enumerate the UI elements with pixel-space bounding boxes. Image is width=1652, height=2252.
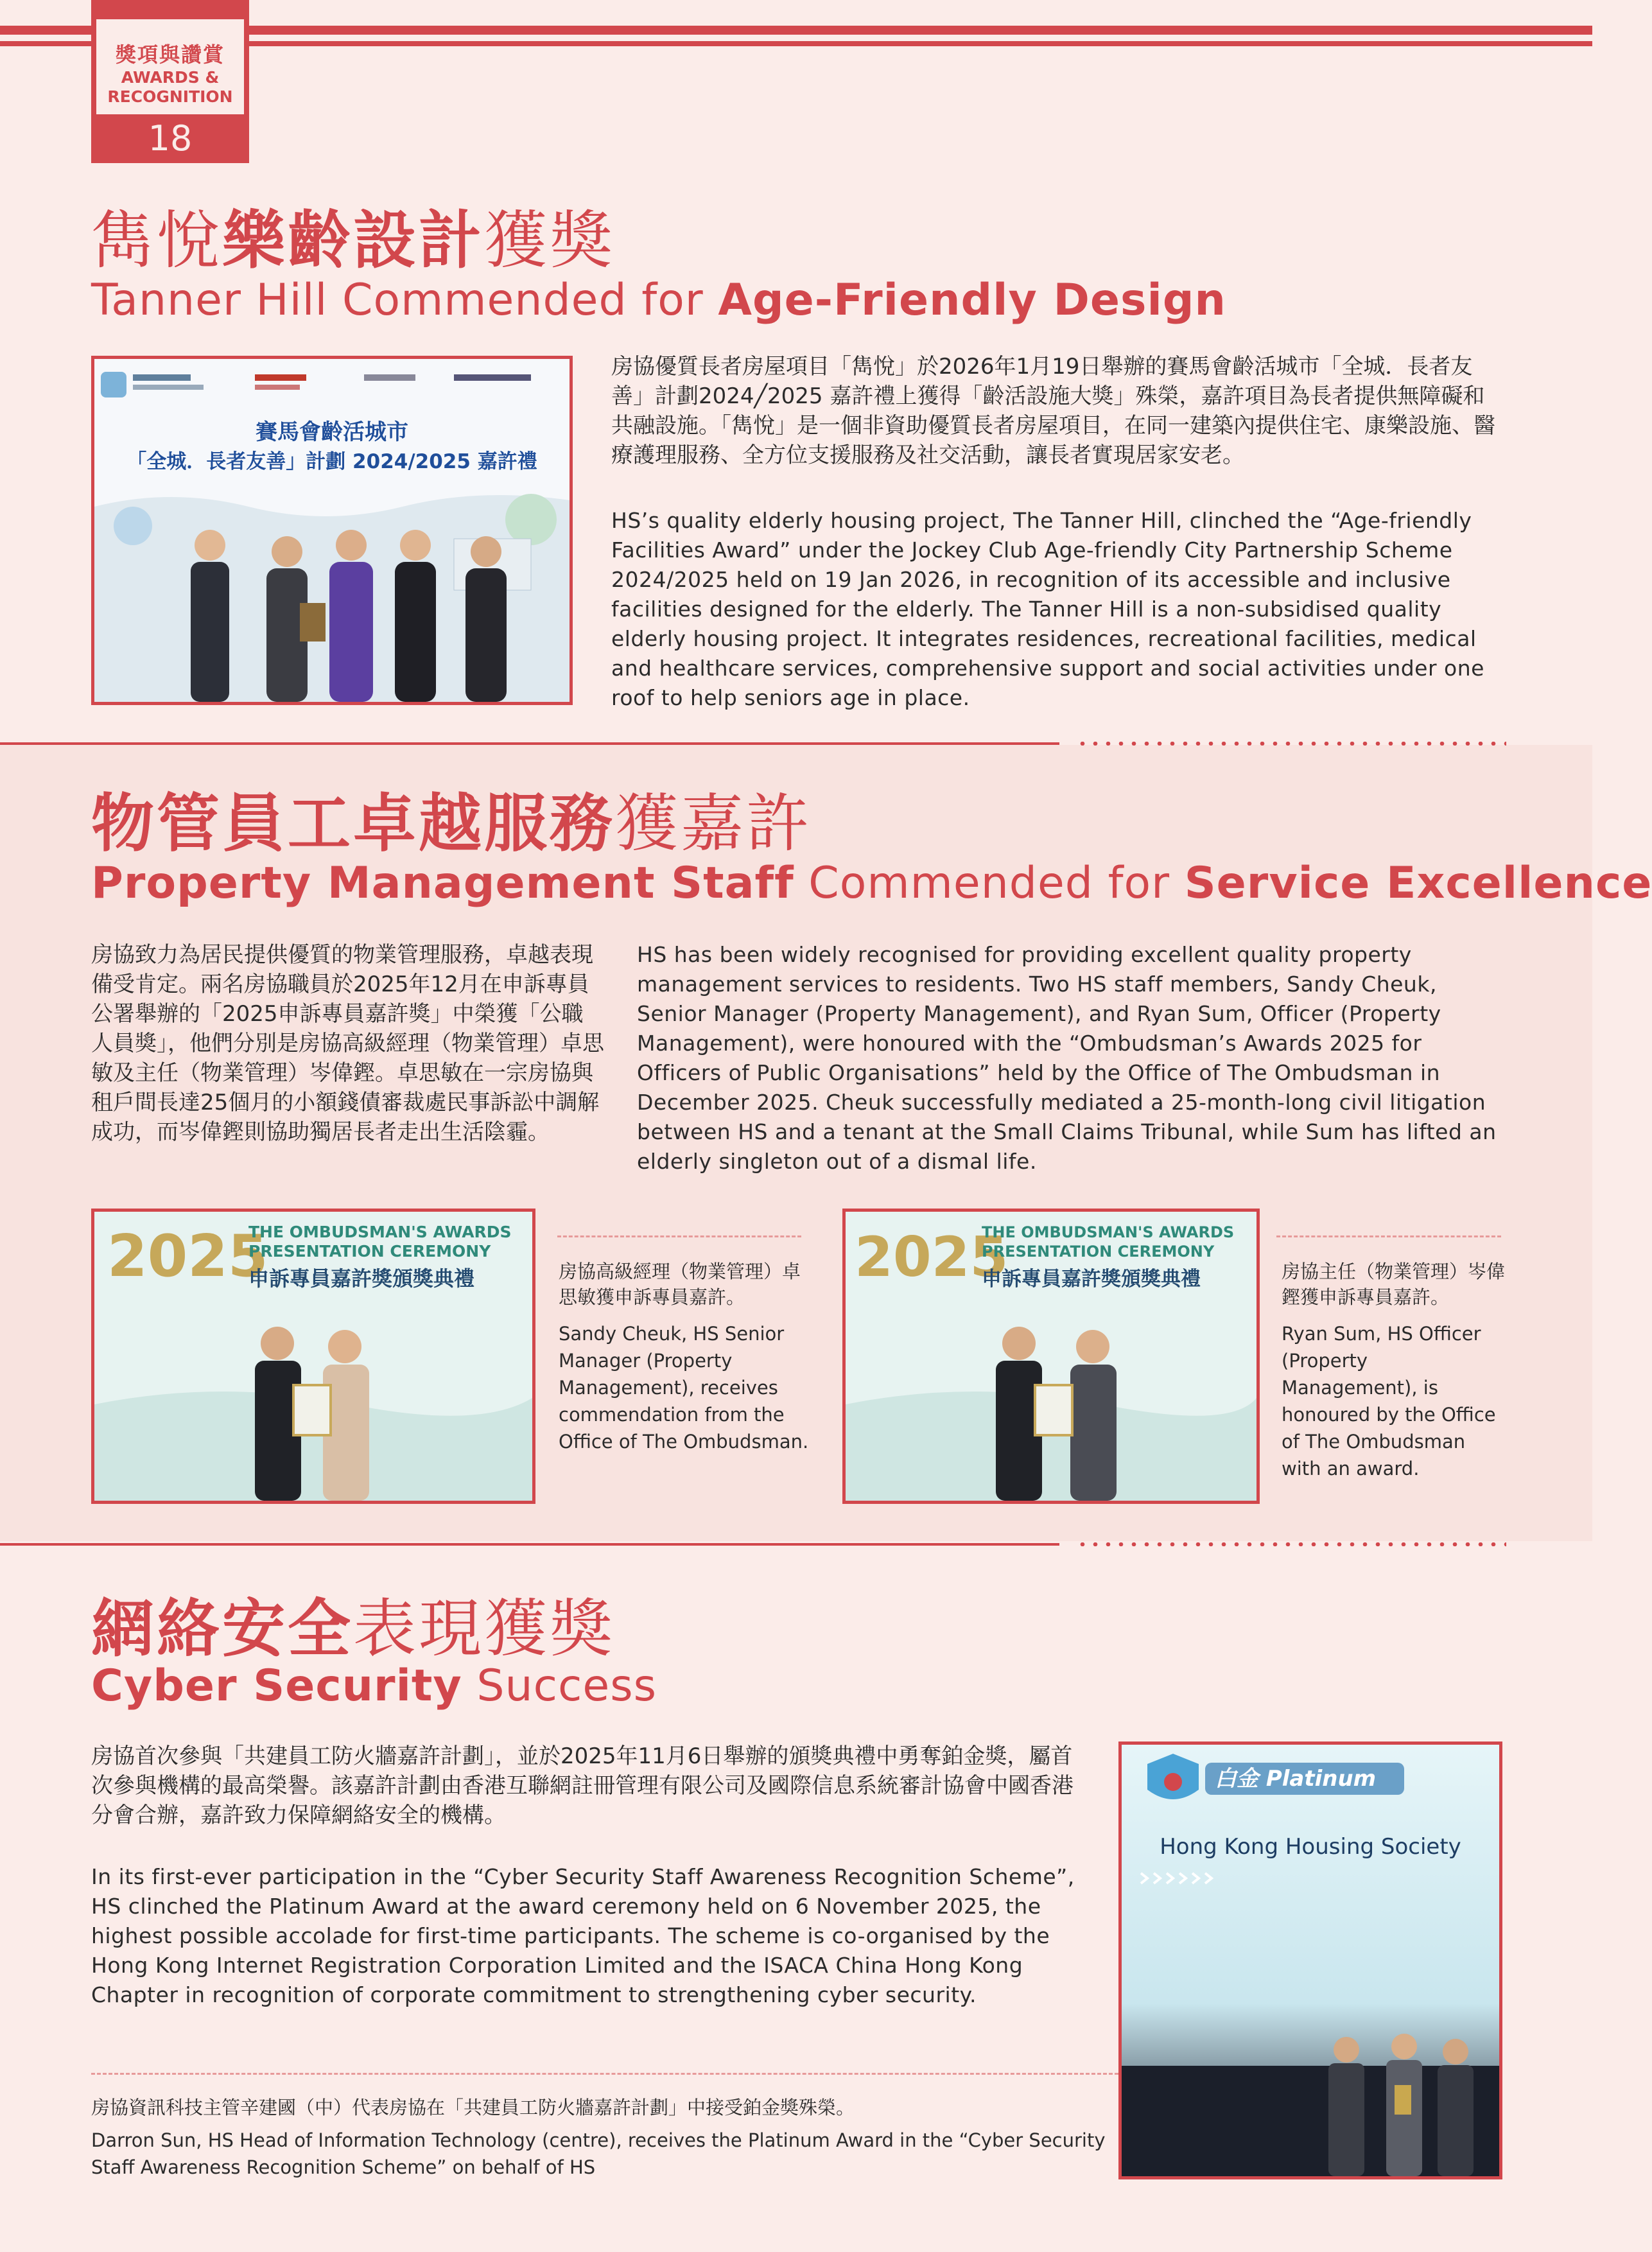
section1-en-body: HS’s quality elderly housing project, The Tanner Hill, clinched the “Age-friendly Facilities Award” under the Jockey Club Age-friendly City Partnership Scheme 2024/2025 held on 19 Jan 2026, in recognition of its accessible and inclusive facilities designed for the elderly. The Tanner Hill is a non-subsidised quality elderly housing project. It integrates residences, recreational facilities, medical and healthcare services, comprehensive support and social activities under one roof to help seniors age in place. — [611, 508, 1484, 710]
section1-zh-title-post: 獲獎 — [484, 204, 616, 277]
section3-en-title-bold: Cyber Security — [91, 1661, 462, 1711]
photo3-banner-en2: PRESENTATION CEREMONY — [982, 1243, 1215, 1261]
section-tag-en-2: RECOGNITION — [107, 87, 233, 106]
photo2-banner-en1: THE OMBUDSMAN'S AWARDS — [248, 1223, 512, 1241]
photo2-banner-zh: 申訴專員嘉許獎頒獎典禮 — [248, 1266, 475, 1291]
section3-divider-dots — [1076, 1542, 1506, 1546]
photo1-banner-line1: 賽馬會齡活城市 — [256, 419, 408, 445]
section2-en-title-bold1: Property Management Staff — [91, 858, 794, 909]
photo3-banner-zh: 申訴專員嘉許獎頒獎典禮 — [982, 1268, 1201, 1291]
photo-platinum-award — [1118, 1741, 1502, 2179]
photo-ryan-sum — [842, 1209, 1260, 1504]
caption-left-zh: 房協高級經理（物業管理）卓思敏獲申訴專員嘉許。 — [559, 1261, 801, 1308]
caption-right-dash — [1276, 1235, 1501, 1237]
photo3-year: 2025 — [855, 1225, 1009, 1289]
section2-zh-title — [91, 773, 812, 864]
section3-zh-title-bold: 網絡安全 — [91, 1593, 354, 1666]
section1-zh-title-bold: 樂齡設計 — [222, 204, 485, 277]
section1-en-title — [91, 275, 1226, 326]
section3-caption-en: Darron Sun, HS Head of Information Technology (centre), receives the Platinum Award in the “Cyber Security Staff Awareness Recognition Scheme” on behalf of HS — [91, 2129, 1106, 2178]
section-tag-zh: 獎項與讚賞 — [115, 42, 225, 67]
section3-caption-zh: 房協資訊科技主管辛建國（中）代表房協在「共建員工防火牆嘉許計劃」中接受鉑金獎殊榮。 — [91, 2097, 855, 2118]
section3-en-title — [91, 1661, 657, 1711]
section3-zh-title-post: 表現獲獎 — [353, 1593, 616, 1666]
photo-tanner-hill-award — [91, 356, 573, 705]
section2-divider-dots — [1076, 742, 1506, 746]
section1-zh-title-pre: 雋悅 — [91, 204, 223, 277]
section2-en-title-bold2: Service Excellence — [1184, 858, 1652, 909]
section3-divider-line — [0, 1543, 1059, 1546]
section-tag-en-1: AWARDS & — [121, 68, 220, 87]
section1-en-title-bold: Age-Friendly Design — [718, 275, 1226, 326]
photo4-org-label: Hong Kong Housing Society — [1160, 1834, 1461, 1860]
photo2-banner-en2: PRESENTATION CEREMONY — [248, 1242, 491, 1261]
section1-zh-title — [91, 190, 615, 281]
section3-zh-body: 房協首次參與「共建員工防火牆嘉許計劃」，並於2025年11月6日舉辦的頒獎典禮中勇奪鉑金獎，屬首次參與機構的最高榮譽。該嘉許計劃由香港互聯網註冊管理有限公司及國際信息系統審計協會中國香港分會合辦，嘉許致力保障網絡安全的機構。 — [91, 1743, 1074, 1828]
section3-caption-dash — [91, 2073, 1118, 2075]
caption-left-en: Sandy Cheuk, HS Senior Manager (Property Management), receives commendation from the Office of The Ombudsman. — [559, 1323, 809, 1453]
caption-right-en: Ryan Sum, HS Officer (Property Management), is honoured by the Office of The Ombudsman with an award. — [1282, 1323, 1496, 1480]
caption-left-dash — [557, 1235, 801, 1237]
section3-zh-title — [91, 1578, 615, 1669]
photo4-award-label: 白金 Platinum — [1215, 1766, 1377, 1792]
section3-en-title-post: Success — [462, 1661, 657, 1711]
photo2-year: 2025 — [107, 1223, 268, 1290]
section3-en-body: In its first-ever participation in the “Cyber Security Staff Awareness Recognition Scheme”, HS clinched the Platinum Award at the award ceremony held on 6 November 2025, the highest possible accolade for first-time participants. The scheme is co-organised by the Hong Kong Internet Registration Corporation Limited and the ISACA China Hong Kong Chapter in recognition of corporate commitment to strengthening cyber security. — [91, 1864, 1075, 2007]
section2-en-title — [91, 858, 1652, 909]
photo1-banner-line2: 「全城．長者友善」計劃 2024/2025 嘉許禮 — [126, 450, 537, 473]
section1-en-title-pre: Tanner Hill Commended for — [91, 275, 718, 326]
section2-zh-title-post: 獲嘉許 — [615, 787, 812, 860]
section2-en-title-mid: Commended for — [794, 858, 1185, 909]
section2-divider-line — [0, 742, 1059, 745]
caption-right-zh: 房協主任（物業管理）岑偉鏗獲申訴專員嘉許。 — [1282, 1261, 1506, 1308]
section2-en-body: HS has been widely recognised for providing excellent quality property management services to residents. Two HS staff members, Sandy Cheuk, Senior Manager (Property Management), and Ryan Sum, Officer (Property Management), were honoured with the “Ombudsman’s Awards 2025 for Officers of Public Organisations” held by the Office of The Ombudsman in December 2025. Cheuk successfully mediated a 25-month-long civil litigation between HS and a tenant at the Small Claims Tribunal, while Sum has lifted an elderly singleton out of a dismal life. — [637, 942, 1497, 1174]
section1-zh-body: 房協優質長者房屋項目「雋悅」於2026年1月19日舉辦的賽馬會齡活城市「全城．長者友善」計劃2024╱2025 嘉許禮上獲得「齡活設施大獎」殊榮，嘉許項目為長者提供無障礙和共融設施。「雋悅」是一個非資助優質長者房屋項目，在同一建築內提供住宅、康樂設施、醫療護理服務、全方位支援服務及社交活動，讓長者實現居家安老。 — [611, 354, 1495, 468]
section2-zh-title-bold: 物管員工卓越服務 — [91, 787, 616, 860]
section-tag-label — [96, 19, 244, 114]
section2-zh-body: 房協致力為居民提供優質的物業管理服務，卓越表現備受肯定。兩名房協職員於2025年12月在申訴專員公署舉辦的「2025申訴專員嘉許獎」中榮獲「公職人員獎」，他們分別是房協高級經理（物業管理）卓思敏及主任（物業管理）岑偉鏗。卓思敏在一宗房協與租戶間長達25個月的小額錢債審裁處民事訴訟中調解成功，而岑偉鏗則協助獨居長者走出生活陰霾。 — [91, 942, 604, 1145]
photo3-banner-en1: THE OMBUDSMAN'S AWARDS — [982, 1223, 1235, 1241]
photo-sandy-cheuk — [91, 1209, 535, 1504]
page-number: 18 — [148, 118, 193, 159]
